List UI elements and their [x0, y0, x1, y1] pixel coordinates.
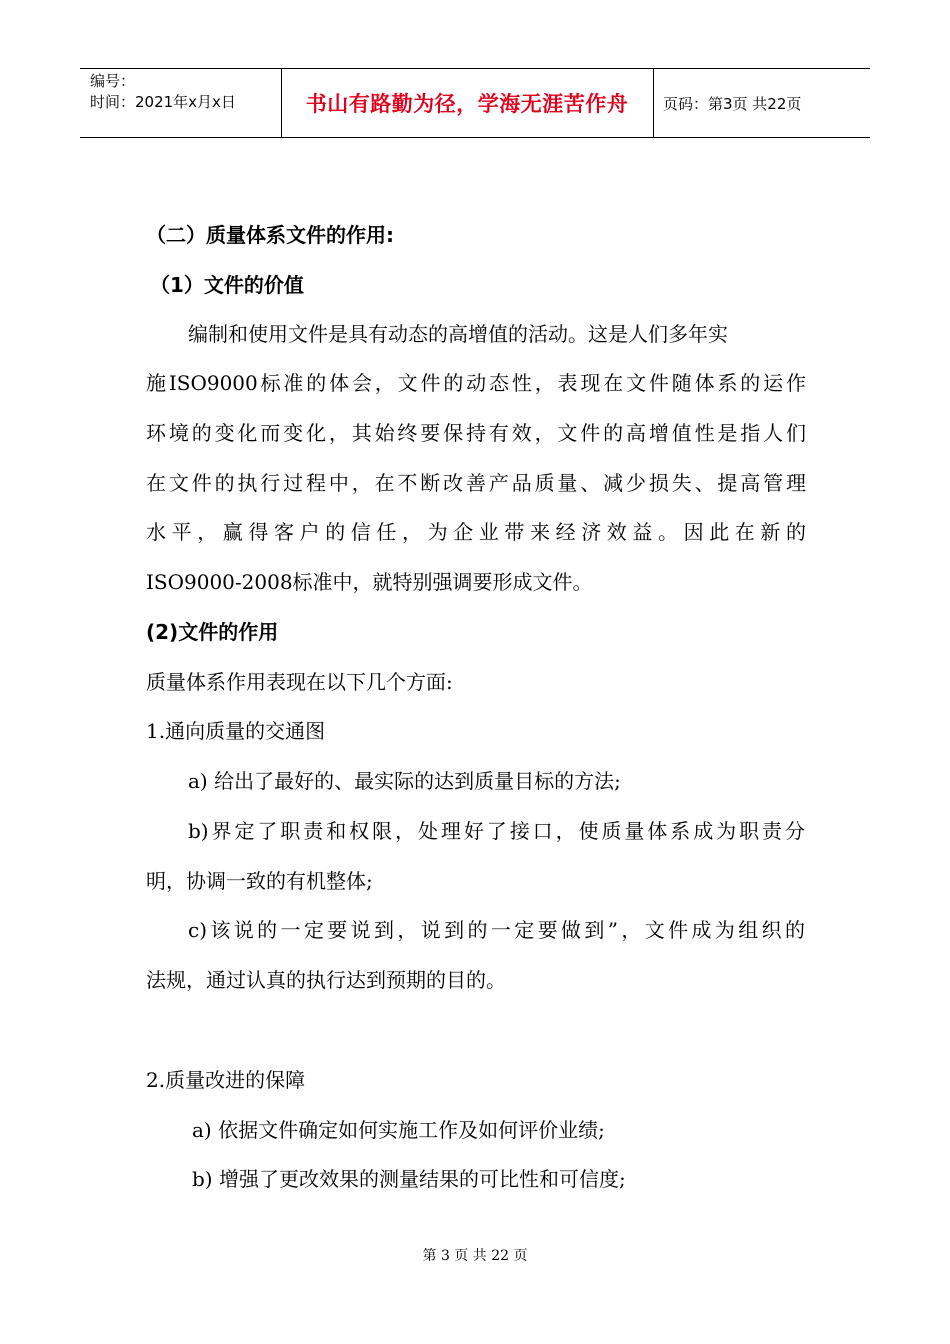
list-item: 明，协调一致的有机整体; [146, 869, 373, 893]
list-item: a) 依据文件确定如何实施工作及如何评价业绩; [192, 1118, 605, 1142]
document-time-label: 时间：2021年x月x日 [90, 93, 236, 111]
list-item: b) 增强了更改效果的测量结果的可比性和可信度; [192, 1167, 626, 1191]
list-item-title: 2.质量改进的保障 [146, 1068, 306, 1092]
header-page-info: 页码：第3页 共22页 [663, 94, 802, 113]
paragraph-line: 环境的变化而变化，其始终要保持有效，文件的高增值性是指人们 [146, 421, 806, 445]
paragraph-line: 水平，赢得客户的信任，为企业带来经济效益。因此在新的 [146, 520, 806, 544]
document-number-label: 编号： [90, 72, 136, 90]
subsection-heading: （1）文件的价值 [150, 273, 304, 297]
section-heading: （二）质量体系文件的作用: [146, 223, 394, 247]
page-footer: 第 3 页 共 22 页 [422, 1248, 528, 1264]
list-item-title: 1.通向质量的交通图 [146, 719, 326, 743]
paragraph-line: 编制和使用文件是具有动态的高增值的活动。这是人们多年实 [188, 322, 728, 346]
header-divider [653, 69, 654, 137]
paragraph-line: 质量体系作用表现在以下几个方面: [146, 670, 453, 694]
paragraph-line: 在文件的执行过程中，在不断改善产品质量、减少损失、提高管理 [146, 471, 806, 495]
header-meta [90, 71, 236, 113]
paragraph-line: ISO9000-2008标准中，就特别强调要形成文件。 [146, 570, 593, 594]
document-header [80, 68, 870, 138]
subsection-heading: (2)文件的作用 [146, 620, 279, 644]
header-motto: 书山有路勤为径，学海无涯苦作舟 [305, 92, 629, 116]
list-item: a) 给出了最好的、最实际的达到质量目标的方法; [188, 769, 621, 793]
paragraph-line: 施ISO9000标准的体会，文件的动态性，表现在文件随体系的运作 [146, 371, 806, 395]
list-item: 法规，通过认真的执行达到预期的目的。 [146, 968, 506, 992]
list-item: b)界定了职责和权限，处理好了接口，使质量体系成为职责分 [188, 819, 805, 843]
list-item: c)该说的一定要说到，说到的一定要做到”，文件成为组织的 [188, 918, 805, 942]
